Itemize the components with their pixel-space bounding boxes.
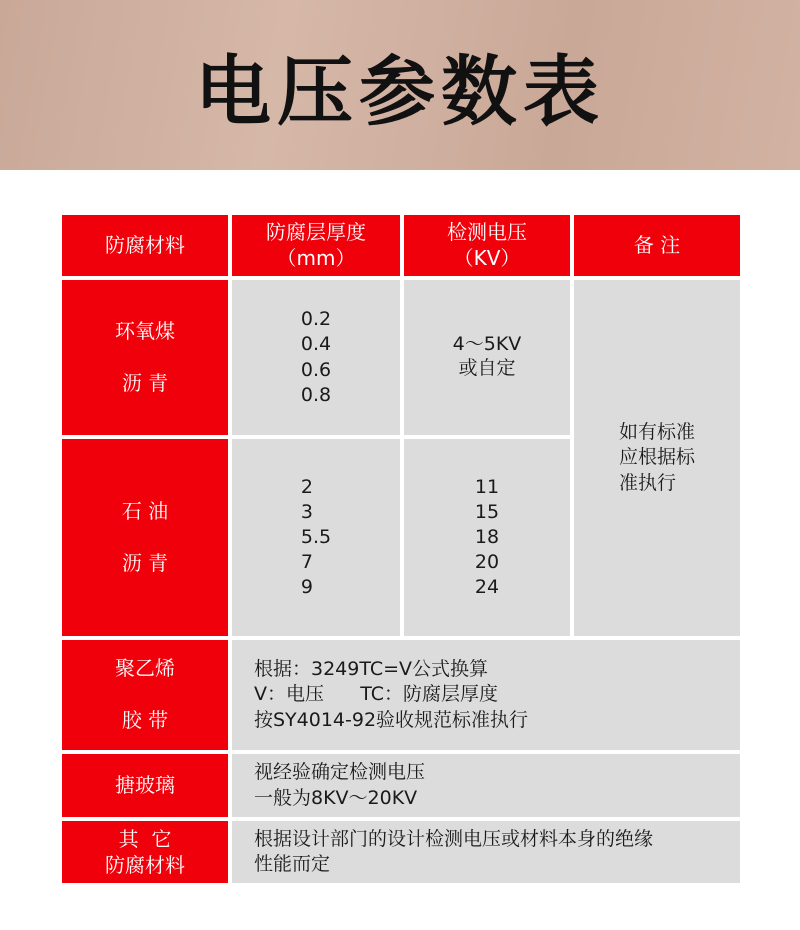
voltage-epoxy-line2: 或自定 [458, 357, 516, 380]
header-thickness-unit: （mm） [276, 245, 356, 270]
remark-merged [574, 280, 740, 636]
material-petroleum [62, 439, 228, 636]
note-line: V：电压 TC：防腐层厚度 [254, 683, 498, 706]
header-material [62, 215, 228, 276]
remark-line: 准执行 [618, 471, 676, 494]
material-epoxy-line2: 沥 青 [121, 370, 169, 395]
note-line: 一般为8KV～20KV [254, 786, 418, 809]
note-enamel [232, 754, 740, 817]
voltage-value: 24 [474, 576, 500, 599]
material-polyethylene [62, 640, 228, 750]
material-epoxy [62, 280, 228, 435]
material-petroleum-line1: 石 油 [121, 498, 169, 523]
material-other-line1: 其 它 [118, 827, 172, 851]
thickness-value: 2 [300, 475, 313, 498]
thickness-epoxy [232, 280, 400, 435]
note-line: 性能而定 [254, 853, 331, 875]
thickness-value: 0.8 [300, 383, 332, 406]
thickness-value: 0.6 [300, 358, 332, 381]
thickness-value: 9 [300, 576, 313, 599]
header-voltage-unit: （KV） [453, 245, 521, 270]
note-polyethylene [232, 640, 740, 750]
material-enamel [62, 754, 228, 817]
voltage-petroleum [404, 439, 570, 636]
thickness-value: 0.4 [300, 333, 332, 356]
material-petroleum-line2: 沥 青 [121, 550, 169, 575]
header-remark [574, 215, 740, 276]
header-remark-label: 备 注 [633, 232, 681, 257]
note-other [232, 821, 740, 883]
thickness-value: 5.5 [300, 525, 332, 548]
note-line: 根据设计部门的设计检测电压或材料本身的绝缘 [254, 827, 654, 850]
material-enamel-label: 搪玻璃 [115, 772, 175, 797]
material-other [62, 821, 228, 883]
material-other-line2: 防腐材料 [105, 853, 185, 877]
material-polyethylene-line1: 聚乙烯 [115, 656, 175, 681]
page-title: 电压参数表 [195, 46, 605, 136]
header-voltage-label: 检测电压 [447, 219, 527, 244]
remark-line: 应根据标 [618, 446, 695, 469]
header-voltage [404, 215, 570, 276]
voltage-epoxy-line1: 4～5KV [452, 333, 522, 355]
thickness-value: 3 [300, 500, 313, 523]
material-epoxy-line1: 环氧煤 [115, 318, 175, 343]
voltage-value: 20 [474, 551, 500, 574]
material-polyethylene-line2: 胶 带 [121, 708, 169, 732]
header-thickness [232, 215, 400, 276]
voltage-value: 18 [474, 525, 500, 548]
thickness-petroleum [232, 439, 400, 636]
remark-line: 如有标准 [618, 421, 695, 444]
thickness-value: 0.2 [300, 308, 332, 331]
thickness-value: 7 [300, 551, 313, 574]
note-line: 视经验确定检测电压 [254, 761, 426, 784]
note-line: 按SY4014-92验收规范标准执行 [254, 708, 529, 731]
note-line: 根据：3249TC=V公式换算 [254, 658, 489, 681]
voltage-value: 11 [474, 475, 500, 498]
title-banner [0, 0, 800, 170]
header-thickness-label: 防腐层厚度 [266, 219, 366, 244]
header-material-label: 防腐材料 [105, 232, 185, 257]
voltage-value: 15 [474, 500, 500, 523]
voltage-epoxy [404, 280, 570, 435]
